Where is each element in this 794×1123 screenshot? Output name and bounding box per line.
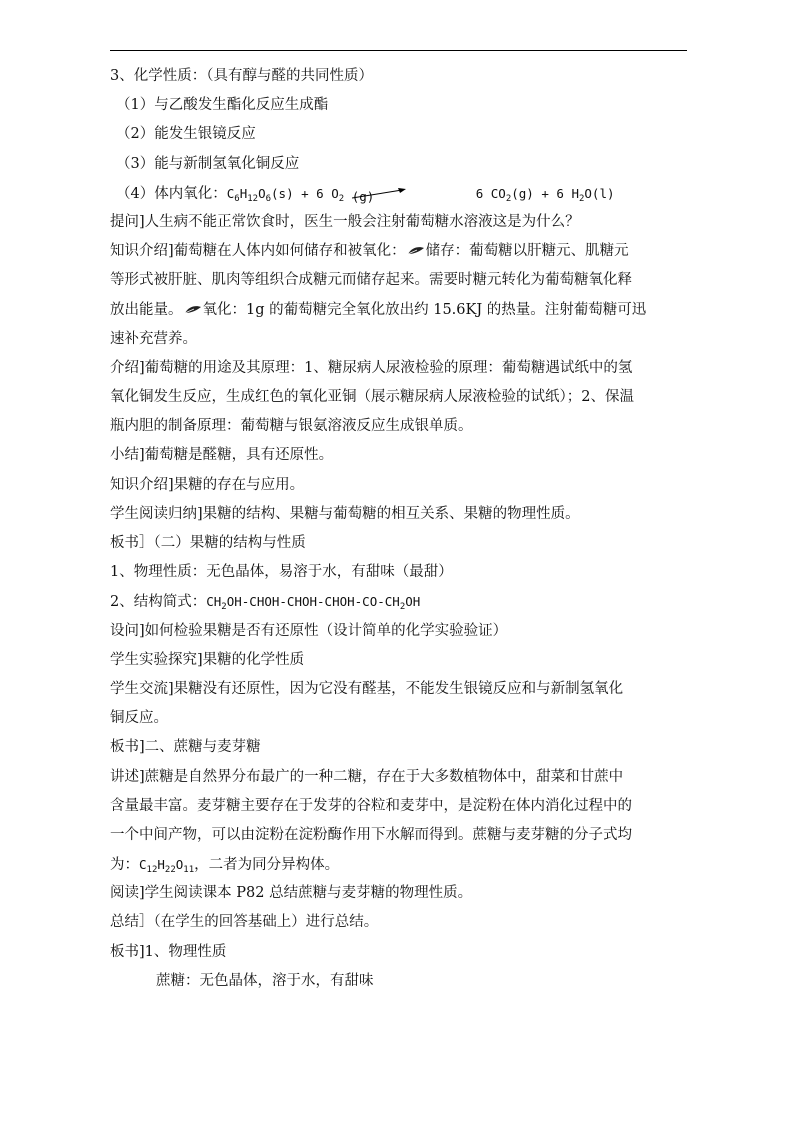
- knowledge-text: 放出能量。: [110, 301, 183, 318]
- structure-label: 2、结构简式：: [110, 594, 207, 611]
- header-rule: [110, 50, 687, 51]
- board-sucrose-line: 板书]二、蔗糖与麦芽糖: [110, 739, 261, 756]
- conclusion-line: 总结］（在学生的回答基础上）进行总结。: [110, 914, 379, 931]
- intro-line: 瓶内胆的制备原理：葡萄糖与银氨溶液反应生成银单质。: [110, 418, 473, 435]
- lecture-line: 讲述]蔗糖是自然界分布最广的一种二糖，存在于大多数植物体中，甜菜和甘蔗中: [110, 768, 624, 785]
- section-heading: 3、化学性质：（具有醇与醛的共同性质）: [110, 68, 373, 84]
- intro-line: 氧化铜发生反应，生成红色的氧化亚铜（展示糖尿病人尿液检验的试纸）；2、保温: [110, 389, 634, 406]
- board-fructose-line: 板书］（二）果糖的结构与性质: [110, 535, 306, 551]
- sucrose-property-line: 蔗糖：无色晶体，溶于水，有甜味: [156, 972, 374, 989]
- reading-line: 阅读]学生阅读课本 P82 总结蔗糖与麦芽糖的物理性质。: [110, 885, 473, 902]
- knowledge-text: 知识介绍]葡萄糖在人体内如何储存和被氧化：: [110, 243, 406, 260]
- exchange-line: 铜反应。: [110, 710, 168, 727]
- oxidation-label: （4）体内氧化：: [116, 185, 227, 202]
- molecular-formula: $C_{12}H_{22}O_{11}$: [139, 857, 195, 876]
- list-item: （3）能与新制氢氧化铜反应: [116, 155, 300, 172]
- knowledge-text: 储存：葡萄糖以肝糖元、肌糖元: [425, 243, 629, 260]
- equation-reactants: $C_6H_{12}O_6(s) + 6$ $O_2$ (g): [227, 186, 406, 201]
- formula-prefix: 为：: [110, 857, 139, 874]
- fructose-intro-line: 知识介绍]果糖的存在与应用。: [110, 476, 305, 493]
- reaction-arrow-icon: (g): [352, 188, 406, 200]
- document-body: [110, 62, 690, 996]
- question2-line: 设问]如何检验果糖是否有还原性（设计简单的化学实验验证）: [110, 622, 508, 639]
- formula-suffix: ，二者为同分异构体。: [194, 857, 340, 874]
- question-line: 提问]人生病不能正常饮食时，医生一般会注射葡萄糖水溶液这是为什么？: [110, 213, 580, 230]
- lecture-line: 一个中间产物，可以由淀粉在淀粉酶作用下水解而得到。蔗糖与麦芽糖的分子式均: [110, 826, 632, 843]
- formula-line: [110, 850, 690, 879]
- physical-property-line: 1、物理性质：无色晶体，易溶于水，有甜味（最甜）: [110, 564, 453, 581]
- leaf-bullet-icon: [184, 304, 202, 316]
- experiment-line: 学生实验探究]果糖的化学性质: [110, 651, 305, 668]
- student-read-line: 学生阅读归纳]果糖的结构、果糖与葡萄糖的相互关系、果糖的物理性质。: [110, 505, 580, 522]
- knowledge-line: [110, 237, 690, 266]
- list-item: （1）与乙酸发生酯化反应生成酯: [116, 97, 329, 114]
- summary-line: 小结]葡萄糖是醛糖，具有还原性。: [110, 447, 334, 464]
- leaf-bullet-icon: [407, 245, 425, 257]
- knowledge-line: 等形式被肝脏、肌肉等组织合成糖元而储存起来。需要时糖元转化为葡萄糖氧化释: [110, 272, 632, 289]
- list-item: （2）能发生银镜反应: [116, 126, 256, 143]
- knowledge-text: 氧化：1g 的葡萄糖完全氧化放出约 15.6KJ 的热量。注射葡萄糖可迅: [202, 301, 647, 318]
- structure-line: [110, 587, 690, 616]
- knowledge-line: [110, 296, 690, 325]
- knowledge-line: 速补充营养。: [110, 330, 197, 347]
- equation-products: 6 $CO_2(g) + 6$ $H_2O(l)$: [475, 185, 615, 204]
- board-physical-line: 板书]1、物理性质: [110, 943, 227, 960]
- exchange-line: 学生交流]果糖没有还原性，因为它没有醛基，不能发生银镜反应和与新制氢氧化: [110, 680, 624, 697]
- intro-line: 介绍]葡萄糖的用途及其原理：1、糖尿病人尿液检验的原理：葡萄糖遇试纸中的氢: [110, 359, 633, 376]
- lecture-line: 含量最丰富。麦芽糖主要存在于发芽的谷粒和麦芽中，是淀粉在体内消化过程中的: [110, 797, 632, 814]
- structure-formula: $CH_2OH-CHOH-CHOH-CHOH-CO-CH_2OH$: [206, 594, 421, 613]
- oxidation-equation-line: [110, 179, 690, 208]
